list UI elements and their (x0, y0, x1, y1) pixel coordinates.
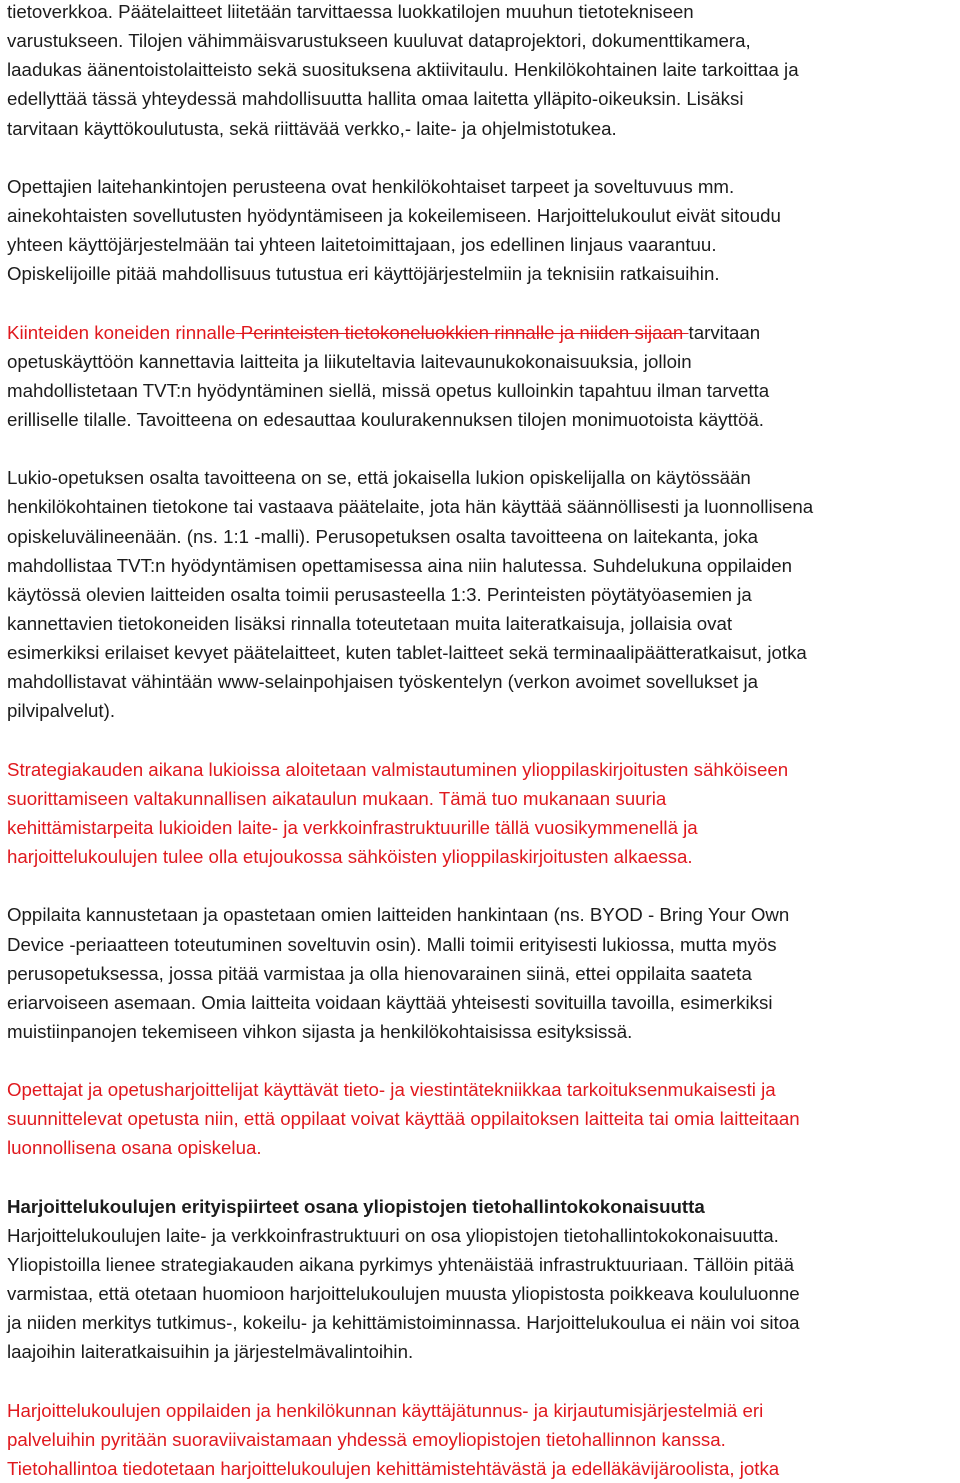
paragraph-p3 (7, 318, 959, 435)
text-line (7, 755, 959, 784)
text-line (7, 463, 959, 492)
text-segment: harjoittelukoulujen tulee olla etujoukossa sähköisten ylioppilaskirjoitusten alkaessa. (7, 846, 693, 868)
document-page (7, 0, 959, 1483)
section-heading: Harjoittelukoulujen erityispiirteet osana yliopistojen tietohallintokokonaisuutta (7, 1195, 705, 1217)
text-line (7, 405, 959, 434)
paragraph-p2 (7, 172, 959, 289)
text-line (7, 696, 959, 725)
text-segment: mahdollistavat vähintään www-selainpohjaisen työskentelyn (verkon avoimet sovellukset ja (7, 671, 758, 693)
text-segment: palveluihin pyritään suoraviivaistamaan yhdessä emoyliopistojen tietohallinnon kanssa. (7, 1428, 726, 1450)
text-line (7, 1279, 959, 1308)
paragraph-p7 (7, 1075, 959, 1162)
text-line (7, 1425, 959, 1454)
text-line (7, 580, 959, 609)
paragraph-p4 (7, 463, 959, 725)
text-segment: Harjoittelukoulujen laite- ja verkkoinfrastruktuuri on osa yliopistojen tietohallintokokonaisuutta. (7, 1224, 779, 1246)
text-segment: käytössä olevien laitteiden osalta toimii perusasteella 1:3. Perinteisten pöytätyöasemien ja (7, 583, 752, 605)
text-line (7, 959, 959, 988)
text-line (7, 1250, 959, 1279)
text-line (7, 0, 959, 26)
text-line (7, 638, 959, 667)
text-line (7, 813, 959, 842)
text-line (7, 172, 959, 201)
text-line (7, 551, 959, 580)
text-segment: edellyttää tässä yhteydessä mahdollisuutta hallita omaa laitetta ylläpito-oikeuksin. Lisäksi (7, 88, 744, 110)
text-line (7, 1454, 959, 1483)
text-segment: Tietohallintoa tiedotetaan harjoittelukoulujen kehittämistehtävästä ja edelläkävijäroolista, jotka (7, 1458, 780, 1480)
text-segment: tarvitaan (688, 321, 761, 343)
text-line (7, 900, 959, 929)
text-line (7, 609, 959, 638)
text-segment: erilliselle tilalle. Tavoitteena on edesauttaa koulurakennuksen tilojen monimuotoista käyttöä. (7, 408, 764, 430)
text-line (7, 84, 959, 113)
text-line (7, 522, 959, 551)
deleted-text: Perinteisten tietokoneluokkien rinnalle ja niiden sijaan (235, 321, 689, 343)
text-line (7, 1075, 959, 1104)
text-segment: opiskeluvälineenään. (ns. 1:1 -malli). Perusopetuksen osalta tavoitteena on laitekanta, joka (7, 525, 759, 547)
text-segment: suunnittelevat opetusta niin, että oppilaat voivat käyttää oppilaitoksen laitteita tai omia laitteitaan (7, 1108, 800, 1130)
text-segment: Oppilaita kannustetaan ja opastetaan omien laitteiden hankintaan (ns. BYOD - Bring Your Own (7, 904, 790, 926)
text-line (7, 1308, 959, 1337)
text-segment: Yliopistoilla lienee strategiakauden aikana pyrkimys yhtenäistää infrastruktuuriaan. Tällöin pitää (7, 1254, 795, 1276)
text-segment: henkilökohtainen tietokone tai vastaava päätelaite, jota hän käyttää säännöllisesti ja luonnollisena (7, 496, 814, 518)
text-segment: luonnollisena osana opiskelua. (7, 1137, 262, 1159)
text-segment: Strategiakauden aikana lukioissa aloitetaan valmistautuminen ylioppilaskirjoitusten sähköiseen (7, 758, 789, 780)
text-line (7, 492, 959, 521)
paragraph-p5 (7, 755, 959, 872)
text-segment: Opiskelijoille pitää mahdollisuus tutustua eri käyttöjärjestelmiin ja teknisiin ratkaisuihin. (7, 263, 720, 285)
text-line (7, 376, 959, 405)
text-segment: yhteen käyttöjärjestelmään tai yhteen laitetoimittajaan, jos edellinen linjaus vaarantuu. (7, 234, 717, 256)
text-segment: muistiinpanojen tekemiseen vihkon sijasta ja henkilökohtaisissa esityksissä. (7, 1020, 633, 1042)
text-segment: tietoverkkoa. Päätelaitteet liitetään tarvittaessa luokkatilojen muuhun tietotekniseen (7, 1, 694, 22)
text-line (7, 842, 959, 871)
text-line (7, 347, 959, 376)
text-segment: ainekohtaisten sovellutusten hyödyntämiseen ja kokeilemiseen. Harjoittelukoulut eivät sitoudu (7, 204, 781, 226)
text-segment: Opettajien laitehankintojen perusteena ovat henkilökohtaiset tarpeet ja soveltuvuus mm. (7, 175, 735, 197)
text-line (7, 1192, 959, 1221)
text-line (7, 114, 959, 143)
text-line (7, 55, 959, 84)
text-line (7, 318, 959, 347)
text-segment: Lukio-opetuksen osalta tavoitteena on se, että jokaisella lukion opiskelijalla on käytössään (7, 467, 751, 489)
text-line (7, 230, 959, 259)
text-segment: varmistaa, että otetaan huomioon harjoittelukoulujen muusta yliopistosta poikkeava koululuonne (7, 1283, 800, 1305)
paragraph-p9 (7, 1396, 959, 1483)
text-line (7, 930, 959, 959)
text-segment: eriarvoiseen asemaan. Omia laitteita voidaan käyttää yhteisesti sovituilla tavoilla, esimerkiksi (7, 991, 773, 1013)
text-segment: Device -periaatteen toteutuminen soveltuvin osin). Malli toimii erityisesti lukiossa, mutta myös (7, 933, 777, 955)
text-line (7, 1337, 959, 1366)
text-segment: Kiinteiden koneiden rinnalle (7, 321, 236, 343)
text-line (7, 201, 959, 230)
text-line (7, 1396, 959, 1425)
text-line (7, 1221, 959, 1250)
text-line (7, 1017, 959, 1046)
paragraph-p1 (7, 0, 959, 143)
text-line (7, 26, 959, 55)
text-segment: ja niiden merkitys tutkimus-, kokeilu- ja kehittämistoiminnassa. Harjoittelukoulua ei näin voi sitoa (7, 1312, 800, 1334)
text-segment: laadukas äänentoistolaitteisto sekä suosituksena aktiivitaulu. Henkilökohtainen laite tarkoittaa ja (7, 59, 799, 81)
text-segment: Harjoittelukoulujen oppilaiden ja henkilökunnan käyttäjätunnus- ja kirjautumisjärjestelmiä eri (7, 1399, 764, 1421)
text-segment: suorittamiseen valtakunnallisen aikataulun mukaan. Tämä tuo mukanaan suuria (7, 787, 667, 809)
text-segment: opetuskäyttöön kannettavia laitteita ja liikuteltavia laitevaunukokonaisuuksia, jolloin (7, 350, 692, 372)
text-segment: kehittämistarpeita lukioiden laite- ja verkkoinfrastruktuurille tällä vuosikymmenellä ja (7, 816, 698, 838)
text-line (7, 667, 959, 696)
text-segment: kannettavien tietokoneiden lisäksi rinnalla toteutetaan muita laiteratkaisuja, jollaisia ovat (7, 612, 733, 634)
text-segment: varustukseen. Tilojen vähimmäisvarustukseen kuuluvat dataprojektori, dokumenttikamera, (7, 30, 751, 52)
text-line (7, 259, 959, 288)
text-segment: esimerkiksi erilaiset kevyet päätelaitteet, kuten tablet-laitteet sekä terminaalipäätteratkaisut, jotka (7, 642, 807, 664)
text-segment: tarvitaan käyttökoulutusta, sekä riittävää verkko,- laite- ja ohjelmistotukea. (7, 117, 617, 139)
paragraph-p6 (7, 900, 959, 1046)
text-segment: perusopetuksessa, jossa pitää varmistaa ja olla hienovarainen siinä, ettei oppilaita saateta (7, 962, 752, 984)
text-segment: mahdollistetaan TVT:n hyödyntäminen siellä, missä opetus kulloinkin tapahtuu ilman tarvetta (7, 379, 770, 401)
document-body (7, 0, 959, 1483)
paragraph-p8 (7, 1192, 959, 1367)
text-segment: mahdollistaa TVT:n hyödyntämisen opettamisessa aina niin halutessa. Suhdelukuna oppilaiden (7, 554, 793, 576)
text-line (7, 784, 959, 813)
text-line (7, 988, 959, 1017)
text-line (7, 1104, 959, 1133)
text-segment: Opettajat ja opetusharjoittelijat käyttävät tieto- ja viestintätekniikkaa tarkoituksenmukaisesti ja (7, 1079, 776, 1101)
text-segment: pilvipalvelut). (7, 700, 116, 722)
text-line (7, 1133, 959, 1162)
text-segment: laajoihin laiteratkaisuihin ja järjestelmävalintoihin. (7, 1341, 414, 1363)
